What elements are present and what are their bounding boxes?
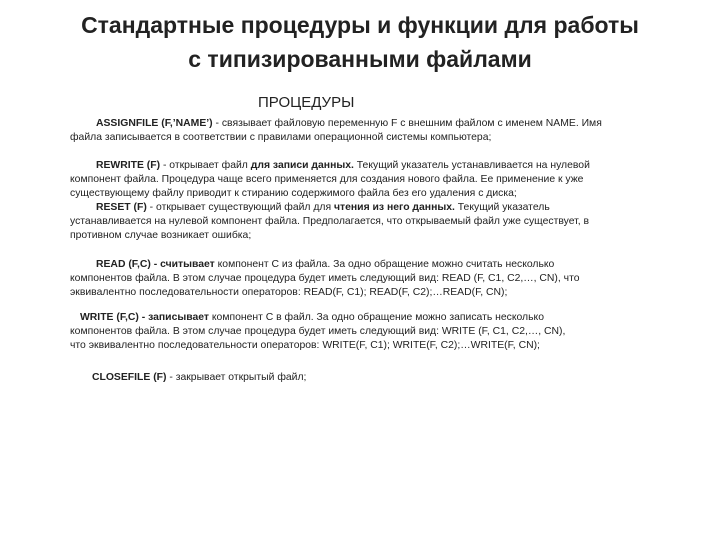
description-text: компонентов файла. В этом случае процедура будет иметь следующий вид: READ (F, C1, C2,…, CN), что [70,273,580,284]
paragraph-read [70,258,670,300]
procedure-name: WRITE (F,C) - записывает [80,312,209,323]
description-text: существующему файлу приводит к стиранию содержимого файла без его удаления с диска; [70,188,517,199]
section-heading: ПРОЦЕДУРЫ [258,94,355,111]
emphasis-text: чтения из него данных. [334,202,455,213]
description-text: компонент С в файл. За одно обращение можно записать несколько [208,312,544,323]
title-line-1: Стандартные процедуры и функции для работы [81,12,639,38]
description-text: противном случае возникает ошибка; [70,230,252,241]
description-text: - закрывает открытый файл; [166,372,307,383]
description-text: Текущий указатель устанавливается на нулевой [353,160,590,171]
description-text: компонент файла. Процедура чаще всего применяется для создания нового файла. Ее применение к уже [70,174,584,185]
procedure-name: RESET (F) [96,202,147,213]
description-text: - связывает файловую переменную F с внешним файлом с именем NAME. Имя [212,118,602,129]
paragraph-closefile [70,371,670,385]
description-text: устанавливается на нулевой компонент файла. Предполагается, что открываемый файл уже существует, в [70,216,590,227]
procedure-name: READ (F,C) - считывает [96,259,215,270]
paragraph-rewrite [70,159,670,201]
description-text: - открывает файл [160,160,251,171]
title-line-2: с типизированными файлами [188,46,532,72]
description-text: что эквивалентно последовательности операторов: WRITE(F, C1); WRITE(F, C2);…WRITE(F, CN); [70,340,540,351]
description-text: компонент С из файла. За одно обращение можно считать несколько [214,259,555,270]
procedure-name: CLOSEFILE (F) [92,372,167,383]
description-text: эквивалентно последовательности операторов: READ(F, C1); READ(F, C2);…READ(F, CN); [70,287,508,298]
paragraph-assignfile [70,117,670,145]
slide-title [30,8,690,76]
description-text: файла записывается в соответствии с правилами операционной системы компьютера; [70,132,492,143]
description-text: - открывает существующий файл для [146,202,334,213]
description-text: Текущий указатель [454,202,550,213]
paragraph-write [70,311,670,353]
emphasis-text: для записи данных. [250,160,354,171]
description-text: компонентов файла. В этом случае процедура будет иметь следующий вид: WRITE (F, C1, C2,…, CN), [70,326,566,337]
procedure-name: ASSIGNFILE (F,’NAME’) [96,118,213,129]
paragraph-reset [70,201,670,243]
procedure-name: REWRITE (F) [96,160,161,171]
